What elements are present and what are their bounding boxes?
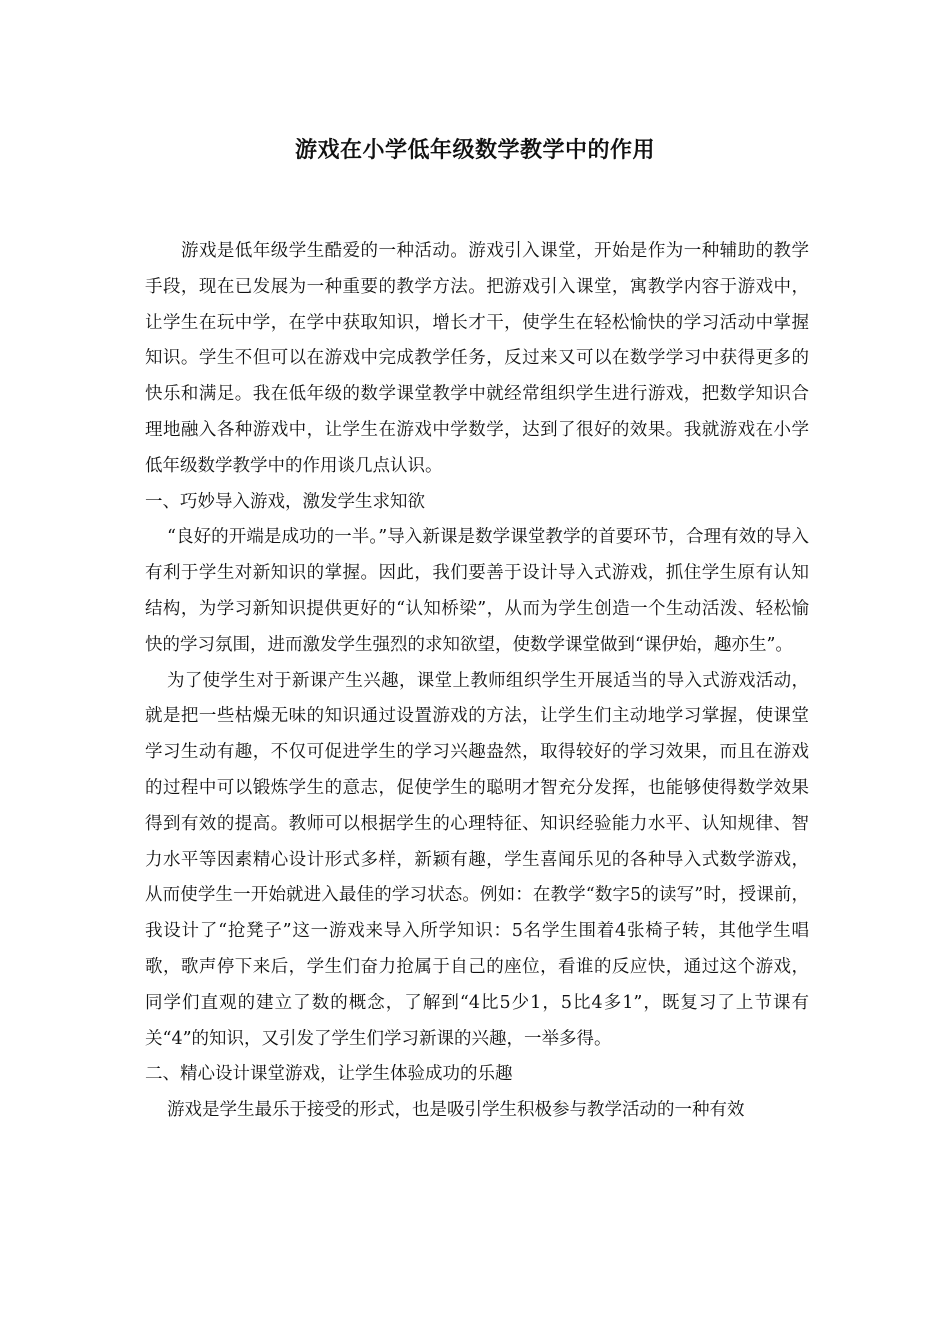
section-heading-1: 一、巧妙导入游戏，激发学生求知欲: [145, 491, 425, 512]
section-1-paragraph-2: 为了使学生对于新课产生兴趣，课堂上教师组织学生开展适当的导入式游戏活动，就是把一些枯燥无味的知识通过设置游戏的方法，让学生们主动地学习掌握，使课堂学习生动有趣，不仅可促进学生的学习兴趣盎然，取得较好的学习效果，而且在游戏的过程中可以锻炼学生的意志，促使学生的聪明才智充分发挥，也能够使得数学效果得到有效的提高。教师可以根据学生的心理特征、知识经验能力水平、认知规律、智力水平等因素精心设计形式多样，新颖有趣，学生喜闻乐见的各种导入式数学游戏，从而使学生一开始就进入最佳的学习状态。例如：在教学“数字5的读写”时，授课前，我设计了“抢凳子”这一游戏来导入所学知识：5名学生围着4张椅子转，其他学生唱歌，歌声停下来后，学生们奋力抢属于自己的座位，看谁的反应快，通过这个游戏，同学们直观的建立了数的概念，了解到“4比5少1，5比4多1”，既复习了上节课有关“4”的知识，又引发了学生们学习新课的兴趣，一举多得。: [145, 670, 809, 1049]
section-2-paragraph-1: 游戏是学生最乐于接受的形式，也是吸引学生积极参与教学活动的一种有效: [167, 1100, 745, 1121]
intro-paragraph: 游戏是低年级学生酷爱的一种活动。游戏引入课堂，开始是作为一种辅助的教学手段，现在已发展为一种重要的教学方法。把游戏引入课堂，寓教学内容于游戏中，让学生在玩中学，在学中获取知识，增长才干，使学生在轻松愉快的学习活动中掌握知识。学生不但可以在游戏中完成教学任务，反过来又可以在数学学习中获得更多的快乐和满足。我在低年级的数学课堂教学中就经常组织学生进行游戏，把数学知识合理地融入各种游戏中，让学生在游戏中学数学，达到了很好的效果。我就游戏在小学低年级数学教学中的作用谈几点认识。: [145, 241, 809, 476]
section-heading-2: 二、精心设计课堂游戏，让学生体验成功的乐趣: [145, 1064, 513, 1085]
section-1-paragraph-1: “良好的开端是成功的一半。”导入新课是数学课堂教学的首要环节，合理有效的导入有利于学生对新知识的掌握。因此，我们要善于设计导入式游戏，抓住学生原有认知结构，为学习新知识提供更好的“认知桥梁”，从而为学生创造一个生动活泼、轻松愉快的学习氛围，进而激发学生强烈的求知欲望，使数学课堂做到“课伊始，趣亦生”。: [145, 527, 809, 655]
document-body: [145, 234, 809, 1129]
document-title: 游戏在小学低年级数学教学中的作用: [294, 137, 655, 163]
